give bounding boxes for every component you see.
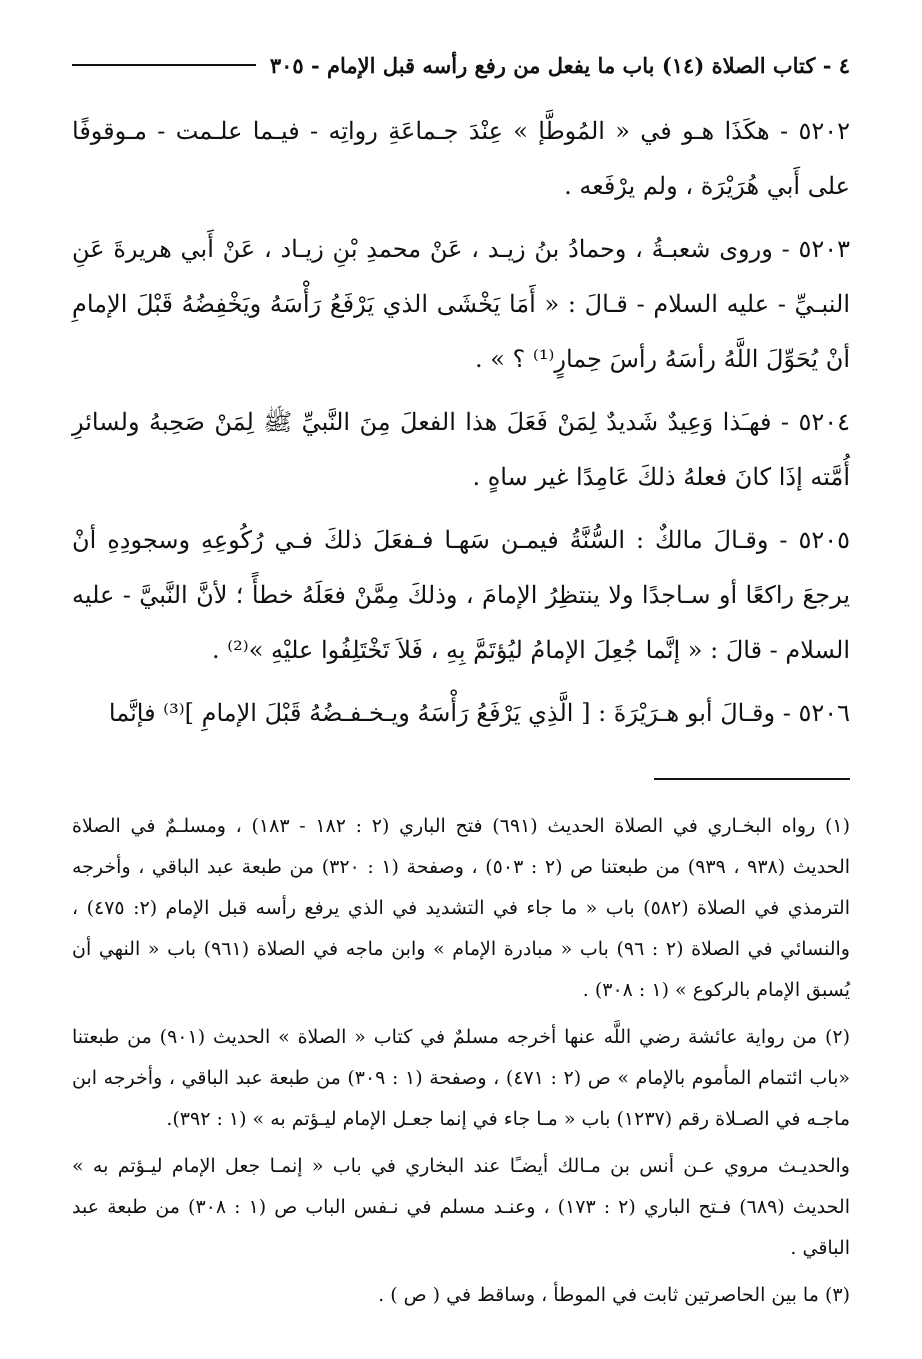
paragraph-5202: ٥٢٠٢ - هكَذَا هـو في « المُوطَّإ » عِنْدَ جـماعَةِ رواتِه - فيـما علـمت - مـوقوفًا على أَبي هُرَيْرَة ، ولم يرْفَعه . (72, 117, 850, 200)
header-rule (72, 64, 256, 66)
paragraph-5205: ٥٢٠٥ - وقـالَ مالكٌ : السُّنَّةُ فيمـن سَهـا فـفعَلَ ذلكَ فـي رُكُوعِهِ وسجودِهِ أنْ يرجعَ راكعًا أو سـاجدًا ولا ينتظِرُ الإمامَ ، وذلكَ مِمَّنْ فعَلَهُ خطأً ؛ لأنَّ النَّبيَّ - عليه السلام - قالَ : « إنَّما جُعِلَ الإمامُ ليُؤتَمَّ بِهِ ، فَلاَ تَخْتَلِفُوا عليْهِ »⁽²⁾ . (72, 526, 850, 664)
paragraph-5204: ٥٢٠٤ - فهـَذا وَعِيدٌ شَديدٌ لِمَنْ فَعَلَ هذا الفعلَ مِنَ النَّبيِّ ﷺ لِمَنْ صَحِبهُ ولسائرِ أُمَّته إذَا كانَ فعلهُ ذلكَ عَامِدًا غير ساهٍ . (72, 408, 850, 491)
footnote-2: (٢) من رواية عائشة رضي اللَّه عنها أخرجه مسلمٌ في كتاب « الصلاة » الحديث (٩٠١) من طبعتنا «باب ائتمام المأموم بالإمام » ص (٢ : ٤٧١) ، وصفحة (١ : ٣٠٩) من طبعة عبد الباقي ، وأخرجه ابن ماجـه في الصـلاة رقم (١٢٣٧) باب « مـا جاء في إنما جعـل الإمام ليـؤتم به » (١ : ٣٩٢). (72, 1026, 851, 1130)
paragraph-5206: ٥٢٠٦ - وقـالَ أبو هـرَيْرَةَ : [ الَّذِي يَرْفَعُ رَأْسَهُ ويـخـفـضُهُ قَبْلَ الإمامِ ]⁽³⁾ فإنَّما (108, 699, 850, 727)
footnotes (72, 806, 850, 1322)
footnote-3: (٣) ما بين الحاصرتين ثابت في الموطأ ، وساقط في ( ص ) . (378, 1284, 850, 1306)
footnote-1: (١) رواه البخـاري في الصلاة الحديث (٦٩١) فتح الباري (٢ : ١٨٢ - ١٨٣) ، ومسلـمٌ في الصلاة الحديث (٩٣٨ ، ٩٣٩) من طبعتنا ص (٢ : ٥٠٣) ، وصفحة (١ : ٣٢٠) من طبعة عبد الباقي ، وأخرجه الترمذي في الصلاة (٥٨٢) باب « ما جاء في التشديد في الذي يرفع رأسه قبل الإمام (٢: ٤٧٥) ، والنسائي في الصلاة (٢ : ٩٦) باب « مبادرة الإمام » وابن ماجه في الصلاة (٩٦١) باب « النهي أن يُسبق الإمام بالركوع » (١ : ٣٠٨) . (72, 815, 851, 1001)
page-header (72, 48, 850, 82)
footnote-2-continuation: والحديـث مروي عـن أنس بن مـالك أيضـًا عند البخاري في باب « إنمـا جعل الإمام ليـؤتم به » الحديث (٦٨٩) فـتح الباري (٢ : ١٧٣) ، وعنـد مسلم في نـفس الباب ص (١ : ٣٠٨) من طبعة عبد الباقي . (72, 1155, 850, 1259)
main-text (72, 104, 850, 749)
running-head: ٤ - كتاب الصلاة (١٤) باب ما يفعل من رفع رأسه قبل الإمام - ٣٠٥ (269, 52, 850, 78)
footnote-separator (654, 778, 850, 780)
paragraph-5203: ٥٢٠٣ - وروى شعبـةُ ، وحمادُ بنُ زيـد ، عَنْ محمدِ بْنِ زيـاد ، عَنْ أَبي هريرةَ عَنِ النبـيِّ - عليه السلام - قـالَ : « أَمَا يَخْشَى الذي يَرْفَعُ رَأْسَهُ ويَخْفِضُهُ قَبْلَ الإمامِ أنْ يُحَوِّلَ اللَّهُ رأسَهُ رأسَ حِمارٍ⁽¹⁾ ؟ » . (72, 235, 850, 373)
